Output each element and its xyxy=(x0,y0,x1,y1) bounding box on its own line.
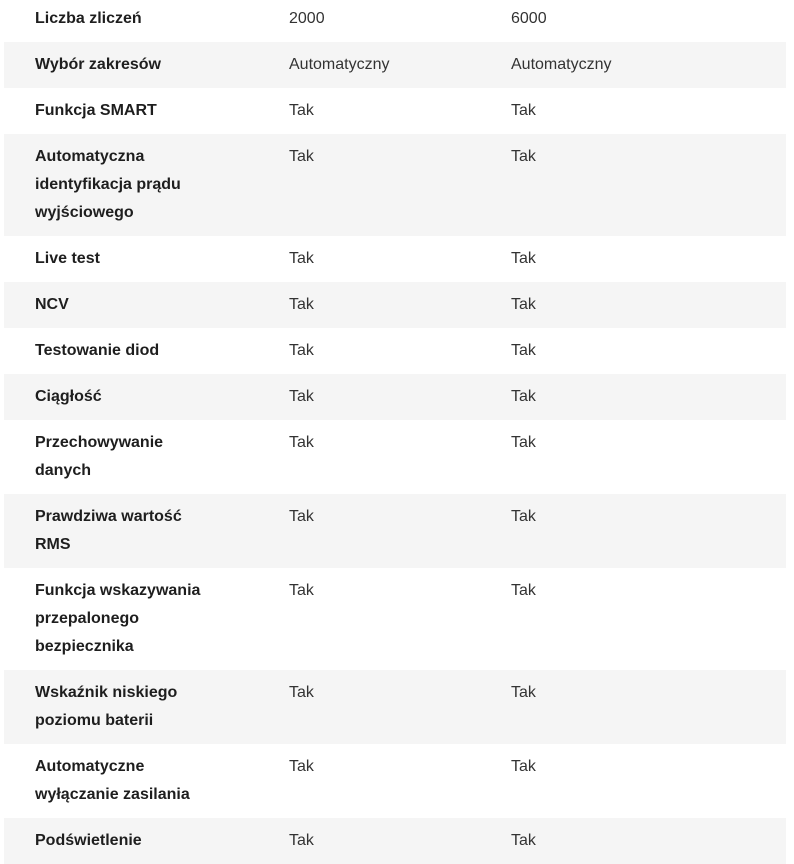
row-label: Testowanie diod xyxy=(35,342,160,359)
row-label: Podświetlenie xyxy=(35,832,142,849)
value-model-b: Tak xyxy=(511,148,536,165)
value-model-a: Tak xyxy=(289,296,314,313)
table-row xyxy=(4,88,786,134)
value-model-a: Tak xyxy=(289,582,314,599)
row-label: Automatyczna identyfikacja prądu wyjściowego xyxy=(35,148,181,221)
value-model-a: 2000 xyxy=(289,10,325,27)
value-model-a: Automatyczny xyxy=(289,56,390,73)
value-model-a: Tak xyxy=(289,388,314,405)
table-row xyxy=(4,42,786,88)
value-model-a: Tak xyxy=(289,434,314,451)
value-model-b: Tak xyxy=(511,102,536,119)
row-label: Funkcja wskazywania przepalonego bezpiecznika xyxy=(35,582,201,655)
row-label: Prawdziwa wartość RMS xyxy=(35,508,182,553)
table-row xyxy=(4,374,786,420)
table-row xyxy=(4,134,786,236)
table-row xyxy=(4,568,786,670)
value-model-b: 6000 xyxy=(511,10,547,27)
value-model-a: Tak xyxy=(289,832,314,849)
table-row xyxy=(4,236,786,282)
value-model-b: Tak xyxy=(511,250,536,267)
value-model-b: Tak xyxy=(511,832,536,849)
spec-table xyxy=(4,0,786,864)
value-model-b: Tak xyxy=(511,342,536,359)
value-model-b: Tak xyxy=(511,434,536,451)
value-model-b: Tak xyxy=(511,388,536,405)
row-label: Wybór zakresów xyxy=(35,56,161,73)
value-model-a: Tak xyxy=(289,250,314,267)
value-model-a: Tak xyxy=(289,102,314,119)
table-row xyxy=(4,0,786,42)
table-row xyxy=(4,328,786,374)
value-model-a: Tak xyxy=(289,508,314,525)
table-row xyxy=(4,282,786,328)
table-row xyxy=(4,494,786,568)
value-model-a: Tak xyxy=(289,758,314,775)
value-model-b: Tak xyxy=(511,758,536,775)
value-model-b: Tak xyxy=(511,508,536,525)
row-label: Funkcja SMART xyxy=(35,102,157,119)
value-model-b: Automatyczny xyxy=(511,56,612,73)
value-model-b: Tak xyxy=(511,296,536,313)
row-label: NCV xyxy=(35,296,69,313)
value-model-b: Tak xyxy=(511,582,536,599)
table-row xyxy=(4,420,786,494)
spec-table-body xyxy=(4,0,786,864)
row-label: Ciągłość xyxy=(35,388,102,405)
row-label: Wskaźnik niskiego poziomu baterii xyxy=(35,684,178,729)
row-label: Automatyczne wyłączanie zasilania xyxy=(35,758,190,803)
value-model-b: Tak xyxy=(511,684,536,701)
value-model-a: Tak xyxy=(289,684,314,701)
value-model-a: Tak xyxy=(289,148,314,165)
table-row xyxy=(4,818,786,864)
table-row xyxy=(4,670,786,744)
value-model-a: Tak xyxy=(289,342,314,359)
row-label: Live test xyxy=(35,250,100,267)
row-label: Przechowywanie danych xyxy=(35,434,164,479)
row-label: Liczba zliczeń xyxy=(35,10,142,27)
table-row xyxy=(4,744,786,818)
